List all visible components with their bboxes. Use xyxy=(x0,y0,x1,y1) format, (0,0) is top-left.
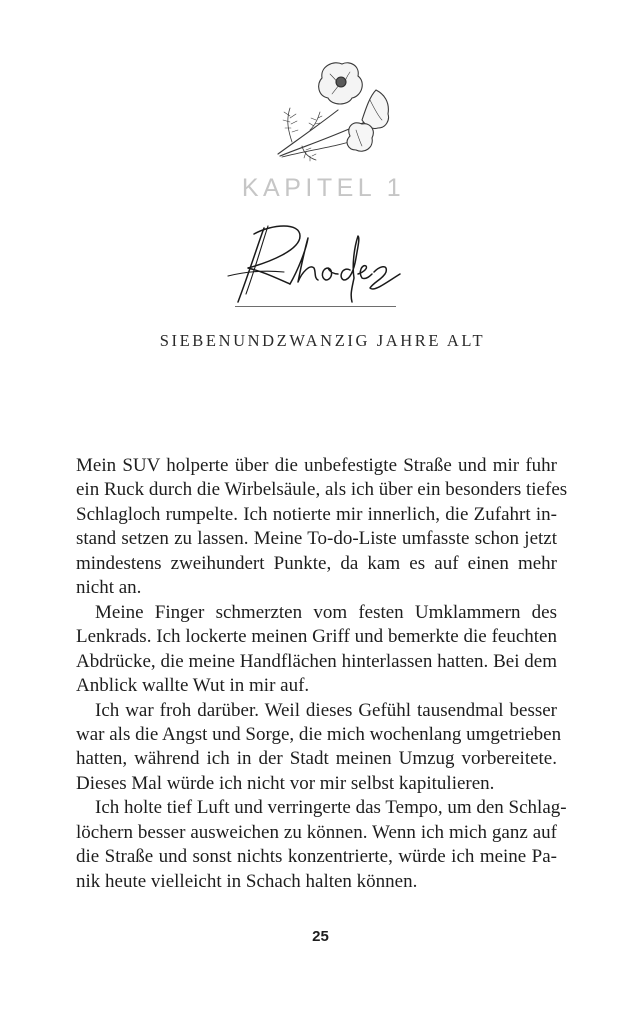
text-line: die Straße und sonst nichts konzentrierte, würde ich meine Pa- xyxy=(76,846,557,868)
chapter-title-script xyxy=(224,222,404,308)
text-line: Ich holte tief Luft und verringerte das Tempo, um den Schlag- xyxy=(95,797,567,819)
paragraph xyxy=(76,796,567,894)
text-line: nicht an. xyxy=(76,577,142,599)
text-line: mindestens zweihundert Punkte, da kam es auf einen mehr xyxy=(76,552,557,574)
text-line: Ich war froh darüber. Weil dieses Gefühl tausendmal besser xyxy=(95,699,557,721)
text-line: Meine Finger schmerzten vom festen Umklammern des xyxy=(95,601,557,623)
paragraph xyxy=(76,454,568,601)
text-line: ein Ruck durch die Wirbelsäule, als ich über ein besonders tiefes xyxy=(76,479,568,501)
text-line: Mein SUV holperte über die unbefestigte Straße und mir fuhr xyxy=(76,455,557,476)
text-line: Dieses Mal würde ich nicht vor mir selbst kapitulieren. xyxy=(76,772,495,794)
text-line: stand setzen zu lassen. Meine To-do-Liste umfasste schon jetzt xyxy=(76,528,557,550)
body-text xyxy=(76,454,568,894)
paragraph xyxy=(76,699,562,797)
text-line: Abdrücke, die meine Handflächen hinterlassen hatten. Bei dem xyxy=(76,650,557,672)
chapter-subtitle: SIEBENUNDZWANZIG JAHRE ALT xyxy=(159,331,486,350)
text-line: war als die Angst und Sorge, die mich wochenlang umgetrieben xyxy=(76,723,562,745)
text-line: Anblick wallte Wut in mir auf. xyxy=(76,675,310,697)
text-line: Schlagloch rumpelte. Ich notierte mir innerlich, die Zufahrt in- xyxy=(76,503,557,525)
poppy-flower-icon xyxy=(270,58,395,163)
page-number: 25 xyxy=(312,928,329,945)
title-underline xyxy=(235,306,396,307)
paragraph xyxy=(76,601,557,699)
chapter-number: KAPITEL 1 xyxy=(241,174,406,202)
text-line: nik heute vielleicht in Schach halten können. xyxy=(76,870,418,892)
text-line: hatten, während ich in der Stadt meinen Umzug vorbereitete. xyxy=(76,748,557,770)
text-line: löchern besser ausweichen zu können. Wenn ich mich ganz auf xyxy=(76,821,557,843)
text-line: Lenkrads. Ich lockerte meinen Griff und bemerkte die feuchten xyxy=(76,626,557,648)
